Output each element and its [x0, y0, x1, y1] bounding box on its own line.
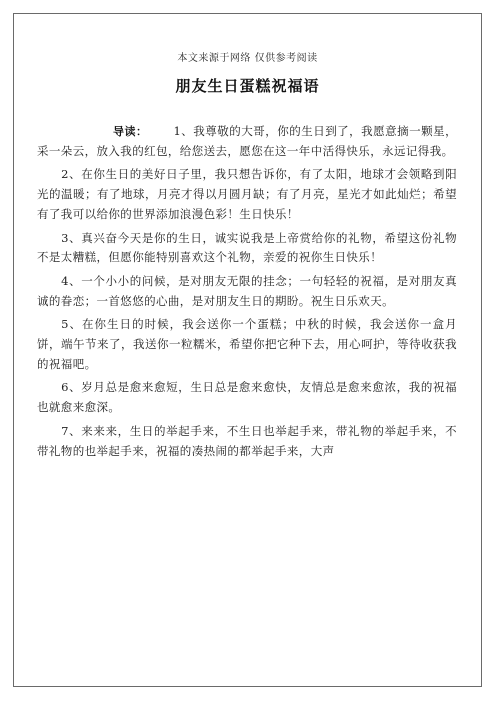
paragraph-5: 5、在你生日的时候，我会送你一个蛋糕；中秋的时候，我会送你一盒月饼，端午节来了，我送你一粒糯米，希望你把它种下去，用心呵护，等待收获我的祝福吧。: [37, 317, 457, 371]
paragraph-3: 3、真兴奋今天是你的生日，诚实说我是上帝赏给你的礼物，希望这份礼物不是太糟糕，但愿你能特别喜欢这个礼物，亲爱的祝你生日快乐！: [37, 230, 457, 265]
paragraph-7: 7、来来来，生日的举起手来，不生日也举起手来，带礼物的举起手来，不带礼物的也举起手来，祝福的凑热闹的都举起手来，大声: [37, 423, 457, 458]
paragraph-1: [37, 122, 457, 161]
paragraph-4: 4、一个小小的问候，是对朋友无限的挂念；一句轻轻的祝福，是对朋友真诚的眷恋；一首悠悠的心曲，是对朋友生日的期盼。祝生日乐欢天。: [37, 273, 457, 308]
source-note: 本文来源于网络 仅供参考阅读: [177, 53, 318, 64]
article-body: [37, 122, 457, 465]
paragraph-2: 2、在你生日的美好日子里，我只想告诉你，有了太阳，地球才会领略到阳光的温暖；有了地球，月亮才得以月圆月缺；有了月亮，星光才如此灿烂；希望有了我可以给你的世界添加浪漫色彩！生日快乐！: [37, 167, 457, 221]
lead-label: 导读：: [113, 125, 148, 138]
paragraph-6: 6、岁月总是愈来愈短，生日总是愈来愈快，友情总是愈来愈浓，我的祝福也就愈来愈深。: [37, 380, 457, 415]
paragraph-1-text: 1、我尊敬的大哥，你的生日到了，我愿意摘一颗星，采一朵云，放入我的红包，给您送去，愿您在这一年中活得快乐，永远记得我。: [37, 124, 457, 158]
page-frame: [13, 13, 482, 687]
page-title: 朋友生日蛋糕祝福语: [175, 77, 320, 95]
